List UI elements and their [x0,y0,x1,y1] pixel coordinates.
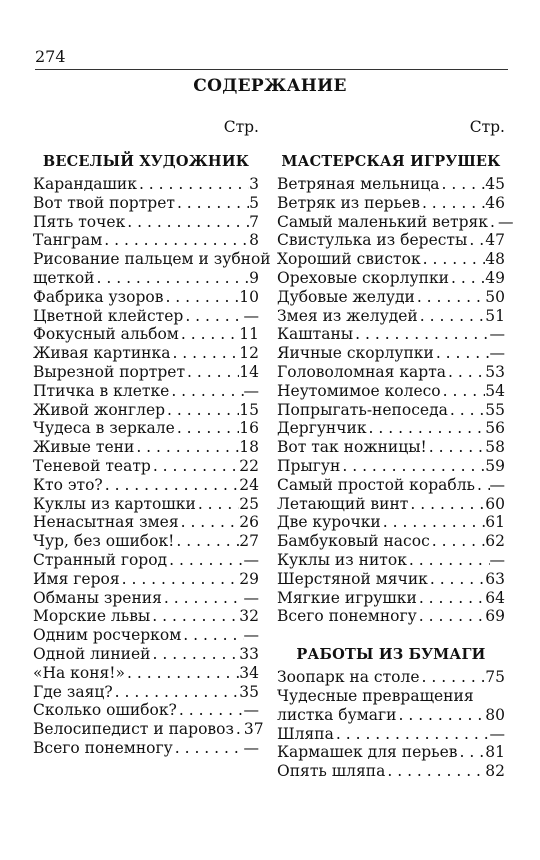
toc-entry-page: 48 [485,250,505,269]
toc-entry [277,668,505,687]
toc-entry-title: Чудеса в зеркале [33,419,175,438]
toc-entry-page: 69 [485,607,505,626]
dot-leader [170,344,239,363]
dot-leader [179,513,240,532]
toc-entry-title: Кто это? [33,475,103,494]
dot-leader [475,476,490,495]
dot-leader [334,725,490,744]
toc-entry-title: Ветряк из перьев [277,193,420,212]
toc-entry [33,419,259,438]
toc-entry-page: 3 [249,175,259,193]
toc-entry-page: 8 [249,231,259,250]
toc-entry-title: Всего понемногу [277,607,417,626]
dot-leader [181,626,243,645]
toc-entry-page: 24 [239,475,259,494]
dot-leader [385,762,485,781]
toc-entry-page: 9 [249,268,259,287]
toc-entry-title: Ореховые скорлупки [277,268,449,287]
dot-leader [397,706,486,725]
dot-leader [427,438,485,457]
toc-entry-title: Карандашик [33,175,137,193]
toc-entry [33,231,259,250]
toc-entry [33,344,259,363]
dot-leader [234,720,244,739]
dot-leader [196,495,239,514]
dot-leader [163,288,239,307]
toc-entry [277,325,505,344]
dot-leader [367,419,486,438]
toc-entry-page: — [489,325,505,344]
dot-leader [120,570,240,589]
left-column [33,116,271,758]
toc-entry [277,269,505,288]
toc-entry-title: Сколько ошибок? [33,701,177,720]
dot-leader [415,288,485,307]
toc-entry-page: 32 [239,607,259,626]
dot-leader [175,194,249,213]
page-title: СОДЕРЖАНИЕ [193,76,347,96]
toc-entry-page: 49 [485,268,505,287]
dot-leader [137,175,249,194]
toc-entry [277,495,505,514]
toc-entry [33,701,259,720]
dot-leader [125,664,239,683]
toc-entry [33,645,259,664]
dot-leader [169,382,243,401]
toc-entry [277,307,505,326]
toc-entry [277,589,505,608]
toc-entry-title: Живой жонглер [33,400,166,419]
toc-entry-title: Летающий винт [277,494,409,513]
toc-entry [277,344,505,363]
toc-entry-page: 50 [485,287,505,306]
toc-entry-page: 47 [485,231,505,250]
dot-leader [488,213,498,232]
toc-entry-title: Головоломная карта [277,362,447,381]
toc-entry-title: Опять шляпа [277,762,386,781]
dot-leader [185,363,239,382]
section-heading-right: МАСТЕРСКАЯ ИГРУШЕК [281,153,501,170]
toc-entry-title: Прыгун [277,456,341,475]
toc-entry-title: Куклы из картошки [33,494,196,513]
toc-entry-page: 60 [485,494,505,513]
toc-entry-title: Яичные скорлупки [277,344,434,363]
dot-leader [165,401,239,420]
toc-entry-page: 12 [239,344,259,363]
toc-entry-page: 7 [249,212,259,231]
toc-entry-title: Самый маленький ветряк [277,212,488,231]
toc-entry-page: 25 [239,494,259,513]
dot-leader [407,551,490,570]
toc-entry-title: Морские львы [33,607,151,626]
toc-entry-title: Ветряная мельница [277,175,440,193]
toc-entry [33,288,259,307]
toc-entry-page: 54 [485,381,505,400]
toc-entry-title: Шляпа [277,724,334,743]
toc-entry-title: Каштаны [277,325,354,344]
dot-leader [151,645,240,664]
toc-entry [277,401,505,420]
dot-leader [467,231,485,250]
toc-entry-title: Неутомимое колесо [277,381,441,400]
toc-entry [277,457,505,476]
toc-entry-title: щеткой [33,268,95,287]
toc-entry [33,720,264,739]
page-label-left: Стр. [223,118,259,136]
dot-leader [175,419,239,438]
toc-entry-title: Чур, без ошибок! [33,532,175,551]
toc-entry [277,532,505,551]
toc-entry-page: 5 [249,193,259,212]
toc-entry [33,438,259,457]
toc-entry-title: Хороший свисток [277,250,421,269]
toc-entry-title: Фабрика узоров [33,287,164,306]
toc-entry-title: Змея из желудей [277,306,418,325]
toc-entry-title: Фокусный альбом [33,325,179,344]
toc-entry-page: — [489,724,505,743]
toc-entry-title: Велосипедист и паровоз [33,720,234,739]
toc-entry [33,382,259,401]
toc-entry-page: 34 [239,663,259,682]
toc-entry [33,570,259,589]
toc-entry-title: Цветной клейстер [33,306,184,325]
toc-entry [277,231,505,250]
dot-leader [353,325,489,344]
toc-entry [277,706,505,725]
dot-leader [418,307,486,326]
toc-entry-page: — [243,306,259,325]
toc-entry-title: Танграм [33,231,103,250]
right-column [277,116,514,781]
toc-entry [277,607,505,626]
toc-entry [277,194,505,213]
toc-entry-page: 63 [485,569,505,588]
toc-entry [277,363,505,382]
toc-entry-title: Куклы из ниток [277,550,407,569]
toc-entry [277,212,514,232]
toc-entry [277,288,505,307]
toc-entry [33,551,259,570]
dot-leader [177,701,244,720]
toc-entry-title: Где заяц? [33,682,113,701]
toc-entry [33,664,259,683]
toc-entry-page: 22 [239,456,259,475]
dot-leader [174,532,239,551]
toc-entry-page: — [497,212,514,231]
dot-leader [150,607,239,626]
toc-entry-page: 51 [485,306,505,325]
dot-leader [446,363,485,382]
dot-leader [173,739,244,758]
toc-entry-page: 37 [243,720,264,739]
toc-entry-page: — [243,701,259,720]
toc-entry-title: Вырезной портрет [33,362,186,381]
toc-entry-title: Вот твой портрет [33,193,175,212]
toc-entry [33,626,259,645]
toc-entry [33,457,259,476]
dot-leader [95,269,250,288]
dot-leader [440,175,486,194]
toc-entry-page: 10 [239,287,259,306]
toc-entry-page: 35 [239,682,259,701]
toc-entry-page: 29 [239,569,259,588]
dot-leader [340,457,485,476]
toc-entry-page: — [489,550,505,569]
toc-entry-title: Самый простой корабль [277,475,475,494]
toc-entry [33,363,259,382]
toc-entry [277,551,505,570]
toc-entry-title: Одним росчерком [33,626,182,645]
toc-entry [33,589,259,608]
toc-entry-title: Вот так ножницы! [277,438,427,457]
toc-entry-page: — [243,626,259,645]
dot-leader [113,683,240,702]
toc-entry [277,570,505,589]
toc-entry [33,401,259,420]
toc-entry-page: 59 [485,456,505,475]
dot-leader [183,307,243,326]
toc-entry [33,213,259,232]
dot-leader [421,250,486,269]
toc-entry-title: Теневой театр [33,456,151,475]
section-heading-left: ВЕСЕЛЫЙ ХУДОЖНИК [42,153,250,170]
toc-entry [277,419,505,438]
toc-entry-title: Дубовые желуди [277,287,415,306]
toc-entry-page: 45 [485,175,505,193]
dot-leader [162,589,244,608]
toc-entry [277,382,505,401]
toc-entry [33,269,259,288]
header-rule [35,69,508,70]
toc-entry [33,739,259,758]
dot-leader [381,513,486,532]
toc-entry [277,762,505,781]
toc-entry-title: листка бумаги [277,705,397,724]
toc-entry [33,513,259,532]
dot-leader [103,476,240,495]
toc-entry-page: 55 [485,400,505,419]
toc-entry-title: Кармашек для перьев [277,743,458,762]
toc-entry [277,743,505,762]
toc-entry-title: Мягкие игрушки [277,588,417,607]
toc-entry [33,532,259,551]
section-heading-right-2: РАБОТЫ ИЗ БУМАГИ [296,646,486,664]
toc-entry-title: Одной линией [33,644,151,663]
dot-leader [125,213,249,232]
dot-leader [420,668,486,687]
toc-entry-page: 33 [239,644,259,663]
dot-leader [430,532,486,551]
toc-entry [277,476,505,495]
toc-entry-page: 16 [239,419,259,438]
toc-entry-title: Свистулька из бересты [277,231,468,250]
toc-entry [33,325,259,344]
toc-entry-page: 58 [485,438,505,457]
toc-entry [277,725,505,744]
toc-entry-title: Две курочки [277,513,381,532]
toc-entry-page: 80 [485,705,505,724]
toc-entry-page: 46 [485,193,505,212]
right-entries-2 [277,668,505,781]
toc-entry [277,513,505,532]
toc-entry-page: 15 [239,400,259,419]
toc-entry-title: Бамбуковый насос [277,532,430,551]
toc-entry-title: Имя героя [33,569,120,588]
page-number: 274 [35,47,66,66]
toc-entry-page: 61 [485,513,505,532]
toc-entry [33,683,259,702]
toc-entry-title: Пять точек [33,212,126,231]
dot-leader [458,743,486,762]
toc-entry-title: Зоопарк на столе [277,668,420,687]
dot-leader [434,344,490,363]
right-entries [277,175,514,626]
dot-leader [449,269,485,288]
toc-entry-page: 62 [485,532,505,551]
toc-entry [33,495,259,514]
toc-entry-title: Птичка в клетке [33,381,170,400]
toc-entry-page: — [243,738,259,757]
toc-entry-page: 64 [485,588,505,607]
toc-entry [277,175,505,194]
toc-entry-page: 53 [485,362,505,381]
toc-entry-title: Шерстяной мячик [277,569,428,588]
dot-leader [428,570,485,589]
toc-entry-page: — [243,588,259,607]
dot-leader [151,457,239,476]
dot-leader [417,589,485,608]
dot-leader [441,382,486,401]
toc-entry [33,307,259,326]
toc-entry-page: 81 [485,743,505,762]
toc-entry-page: 14 [239,362,259,381]
toc-entry-page: — [243,550,259,569]
toc-entry-title: «На коня!» [33,663,126,682]
toc-entry [277,438,505,457]
toc-entry-title-line1: Чудесные превращения [277,686,474,705]
toc-entry-page: — [489,475,505,494]
toc-entry-page: 11 [239,325,259,344]
dot-leader [417,607,486,626]
section-gap [277,626,505,642]
toc-entry-title: Обманы зрения [33,588,162,607]
toc-entry-title: Странный город [33,550,168,569]
dot-leader [420,194,485,213]
toc-entry-page: 27 [239,532,259,551]
toc-entry-page: 18 [239,438,259,457]
toc-entry [33,607,259,626]
toc-entry-page: 26 [239,513,259,532]
toc-entry-title: Ненасытная змея [33,513,179,532]
left-entries [33,175,271,758]
dot-leader [167,551,243,570]
toc-entry-title: Живые тени [33,438,135,457]
toc-entry-title-line1: Рисование пальцем и зубной [33,250,271,269]
toc-entry [277,250,505,269]
toc-entry [33,194,259,213]
toc-entry [33,476,259,495]
toc-entry-title: Попрыгать-непоседа [277,400,448,419]
toc-entry-title: Живая картинка [33,344,171,363]
toc-entry-page: 56 [485,419,505,438]
dot-leader [102,231,249,250]
toc-entry-page: — [243,381,259,400]
toc-entry-page: 82 [485,762,505,781]
dot-leader [448,401,485,420]
toc-entry-page: — [489,344,505,363]
toc-entry-title: Дергунчик [277,419,367,438]
page-label-right: Стр. [469,118,505,136]
toc-entry [33,175,259,194]
dot-leader [179,325,239,344]
dot-leader [408,495,485,514]
toc-entry-page: 75 [485,668,505,687]
dot-leader [134,438,239,457]
toc-entry-title: Всего понемногу [33,738,173,757]
